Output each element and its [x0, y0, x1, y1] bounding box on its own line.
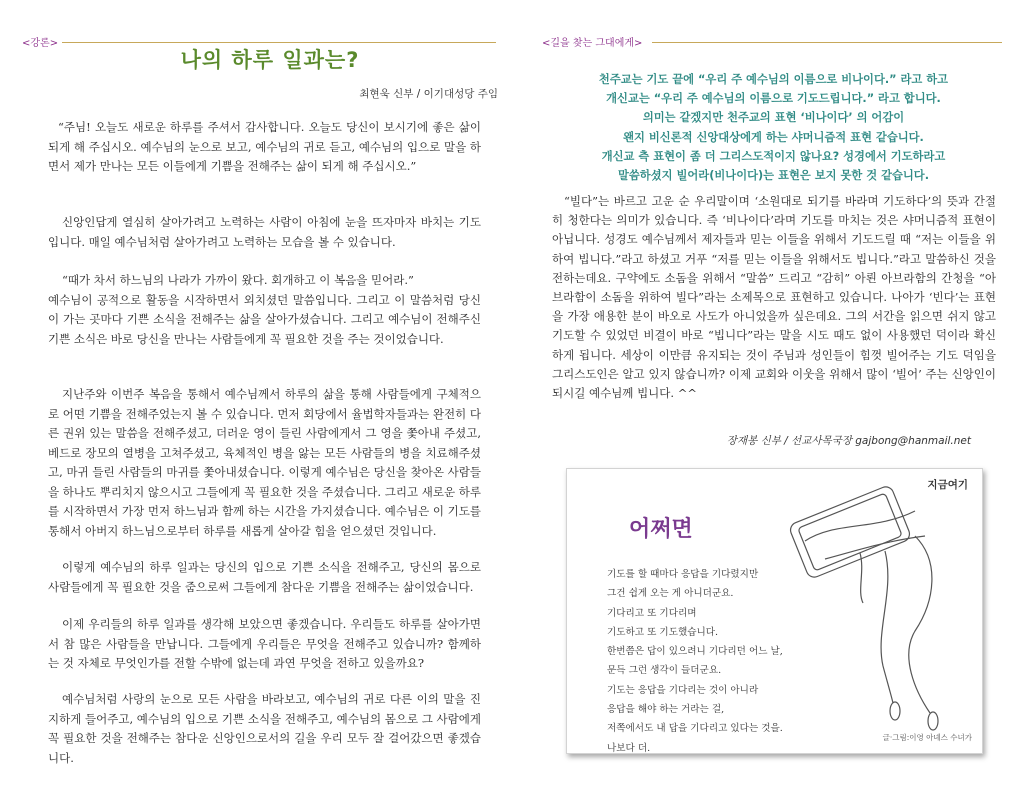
- poem-title: 어쩌면: [629, 517, 693, 542]
- article-title: 나의 하루 일과는?: [180, 48, 360, 72]
- header-rule: [652, 42, 1002, 43]
- series-tag: 지금여기: [927, 479, 968, 491]
- header-rule: [62, 42, 496, 43]
- poem-line: 나보다 더.: [607, 742, 651, 754]
- right-page: [512, 0, 1023, 791]
- poem-line: 기도를 할 때마다 응답을 기다렸지만: [607, 569, 759, 580]
- paragraph-intro: 신앙인답게 열심히 살아가려고 노력하는 사람이 아침에 눈을 뜨자마자 바치는 기도입니다. 매일 예수님처럼 살아가려고 노력하는 모습을 볼 수 있습니다.: [48, 215, 481, 249]
- right-header: [542, 34, 1002, 50]
- poem-line: 저쪽에서도 내 답을 기다리고 있다는 것을.: [607, 723, 783, 735]
- paragraph-kingdom: “때가 차서 하느님의 나라가 가까이 왔다. 회개하고 이 복음을 믿어라.” 예수님이 공적으로 활동을 시작하면서 외치셨던 말씀입니다. 그리고 이 말씀처럼 당신이 가는 곳마다 기쁜 소식을 전해주는 삶을 살아가셨습니다. 그리고 예수님이 전해주신 기쁜 소식은 바로 당신을 만나는 사람들에게 꼭 필요한 것을 주는 것이었습니다.: [48, 273, 481, 346]
- question-line: 개신교 측 표현이 좀 더 그리스도적이지 않나요? 성경에서 기도하라고: [601, 149, 946, 163]
- poem-card: [566, 468, 983, 754]
- paragraph-reflect: 이제 우리들의 하루 일과를 생각해 보았으면 좋겠습니다. 우리들도 하루를 살아가면서 참 많은 사람들을 만납니다. 그들에게 우리들은 무엇을 전해주고 있습니까? 함께하는 것 자체로 무엇인가를 전할 수밖에 없는데 과연 무엇을 전하고 있을까요?: [48, 617, 481, 670]
- poem-line: 문득 그런 생각이 들더군요.: [607, 665, 722, 677]
- article-author: 최현욱 신부 / 이기대성당 주임: [359, 88, 498, 100]
- question-line: 의미는 같겠지만 천주교의 표현 ‘비나이다’ 의 어감이: [642, 111, 905, 125]
- question-line: 개신교는 “우리 주 예수님의 이름으로 기도드립니다.” 라고 합니다.: [606, 92, 941, 106]
- paragraph-conclusion: 예수님처럼 사랑의 눈으로 모든 사람을 바라보고, 예수님의 귀로 다른 이의 말을 진지하게 들어주고, 예수님의 입으로 기쁜 소식을 전해주고, 예수님의 몸으로 그 사람에게 꼭 필요한 것을 전해주는 참다운 신앙인으로서의 길을 우리 모두 잘 걸어갔으면 좋겠습니다.: [48, 692, 481, 765]
- question-line: 왠지 비신론적 신앙대상에게 하는 샤머니즘적 표현 같습니다.: [623, 130, 924, 144]
- question-line: 천주교는 기도 끝에 “우리 주 예수님의 이름으로 비나이다.” 라고 하고: [598, 73, 949, 86]
- answer-signature: 장재봉 신부 / 선교사목국장 gajbong@hanmail.net: [726, 435, 971, 447]
- poem-line: 기도하고 또 기도했습니다.: [607, 626, 719, 638]
- answer-paragraph: “빌다”는 바르고 고운 순 우리말이며 ‘소원대로 되기를 바라며 기도하다’의 뜻과 간절히 청한다는 의미가 있습니다. 즉 ‘비나이다’라며 기도를 마치는 것은 샤머니즘적 표현이 아닙니다. 성경도 예수님께서 제자들과 믿는 이들을 위해서 기도드릴 때 “저는 이들을 위하여 빕니다.”라고 하셨고 거푸 “저를 믿는 이들을 위해서도 빕니다.”라고 말씀하신 것을 전하는데요. 구약에도 소돔을 위해서 “말씀” 드리고 “감히” 아뢴 아브라함의 간청을 “아브라함이 소돔을 위하여 빌다”라는 소제목으로 표현하고 있습니다. 나아가 ‘빈다’는 표현을 가장 애용한 분이 바오로 사도가 아니었을까 싶은데요. 그의 서간을 읽으면 쉬지 않고 기도할 수 있었던 비결이 바로 “빕니다”라는 말을 시도 때도 없이 사용했던 덕이라 확신하게 됩니다. 세상이 이만큼 유지되는 것이 주님과 성인들이 힘껏 빌어주는 기도 덕임을 그리스도인은 알고 있지 않습니까? 이제 교회와 이웃을 위해서 많이 ‘빌어’ 주는 신앙인이 되시길 예수님께 빕니다. ^^: [552, 194, 996, 401]
- poem-line: 한번쯤은 답이 있으려니 기다리던 어느 날,: [607, 646, 783, 658]
- question-line: 말씀하셨지 빌어라(비나이다)는 표현은 보지 못한 것 같습니다.: [617, 169, 930, 183]
- poem-line: 그건 쉽게 오는 게 아니더군요.: [607, 588, 734, 600]
- section-label: <길을 찾는 그대에게>: [542, 38, 643, 49]
- poem-line: 기다리고 또 기다리며: [607, 607, 697, 619]
- question-block: [552, 70, 995, 185]
- poem-credit: 글·그림:이영 아녜스 수녀가: [882, 733, 972, 742]
- poem-line: 응답을 해야 하는 거라는 걸,: [607, 704, 725, 716]
- section-label: <강론>: [22, 38, 59, 49]
- poem-body: [607, 565, 867, 758]
- poem-line: 기도는 응답을 기다리는 것이 아니라: [607, 684, 759, 696]
- paragraph-daily: 이렇게 예수님의 하루 일과는 당신의 입으로 기쁜 소식을 전해주고, 당신의 몸으로 사람들에게 꼭 필요한 것을 줌으로써 그들에게 참다운 기쁨을 전해주는 삶이었습니다.: [48, 560, 481, 594]
- left-page: [0, 0, 511, 791]
- paragraph-prayer: “주님! 오늘도 새로운 하루를 주셔서 감사합니다. 오늘도 당신이 보시기에 좋은 삶이 되게 해 주십시오. 예수님의 눈으로 보고, 예수님의 귀로 듣고, 예수님의 입으로 말을 하면서 제가 만나는 모든 이들에게 기쁨을 전해주는 삶이 되게 해 주십시오.”: [48, 120, 481, 173]
- paragraph-gospel: 지난주와 이번주 복음을 통해서 예수님께서 하루의 삶을 통해 사람들에게 구체적으로 어떤 기쁨을 전해주었는지 볼 수 있습니다. 먼저 회당에서 율법학자들과는 완전히 다른 권위 있는 말씀을 전해주셨고, 더러운 영이 들린 사람에게서 그 영을 쫓아내 주셨고, 베드로 장모의 열병을 고쳐주셨고, 육체적인 병을 앓는 모든 사람들의 병을 치료해주셨고, 마귀 들린 사람들의 마귀를 쫓아내셨습니다. 이렇게 예수님은 당신을 찾아온 사람들을 하나도 뿌리치지 않으시고 그들에게 꼭 필요한 것을 주셨습니다. 그리고 새로운 하루를 시작하면서 가장 먼저 하느님과 함께 하는 시간을 가지셨습니다. 예수님은 이 기도를 통해서 아버지 하느님으로부터 하루를 새롭게 살아갈 힘을 얻으셨던 것입니다.: [48, 387, 481, 538]
